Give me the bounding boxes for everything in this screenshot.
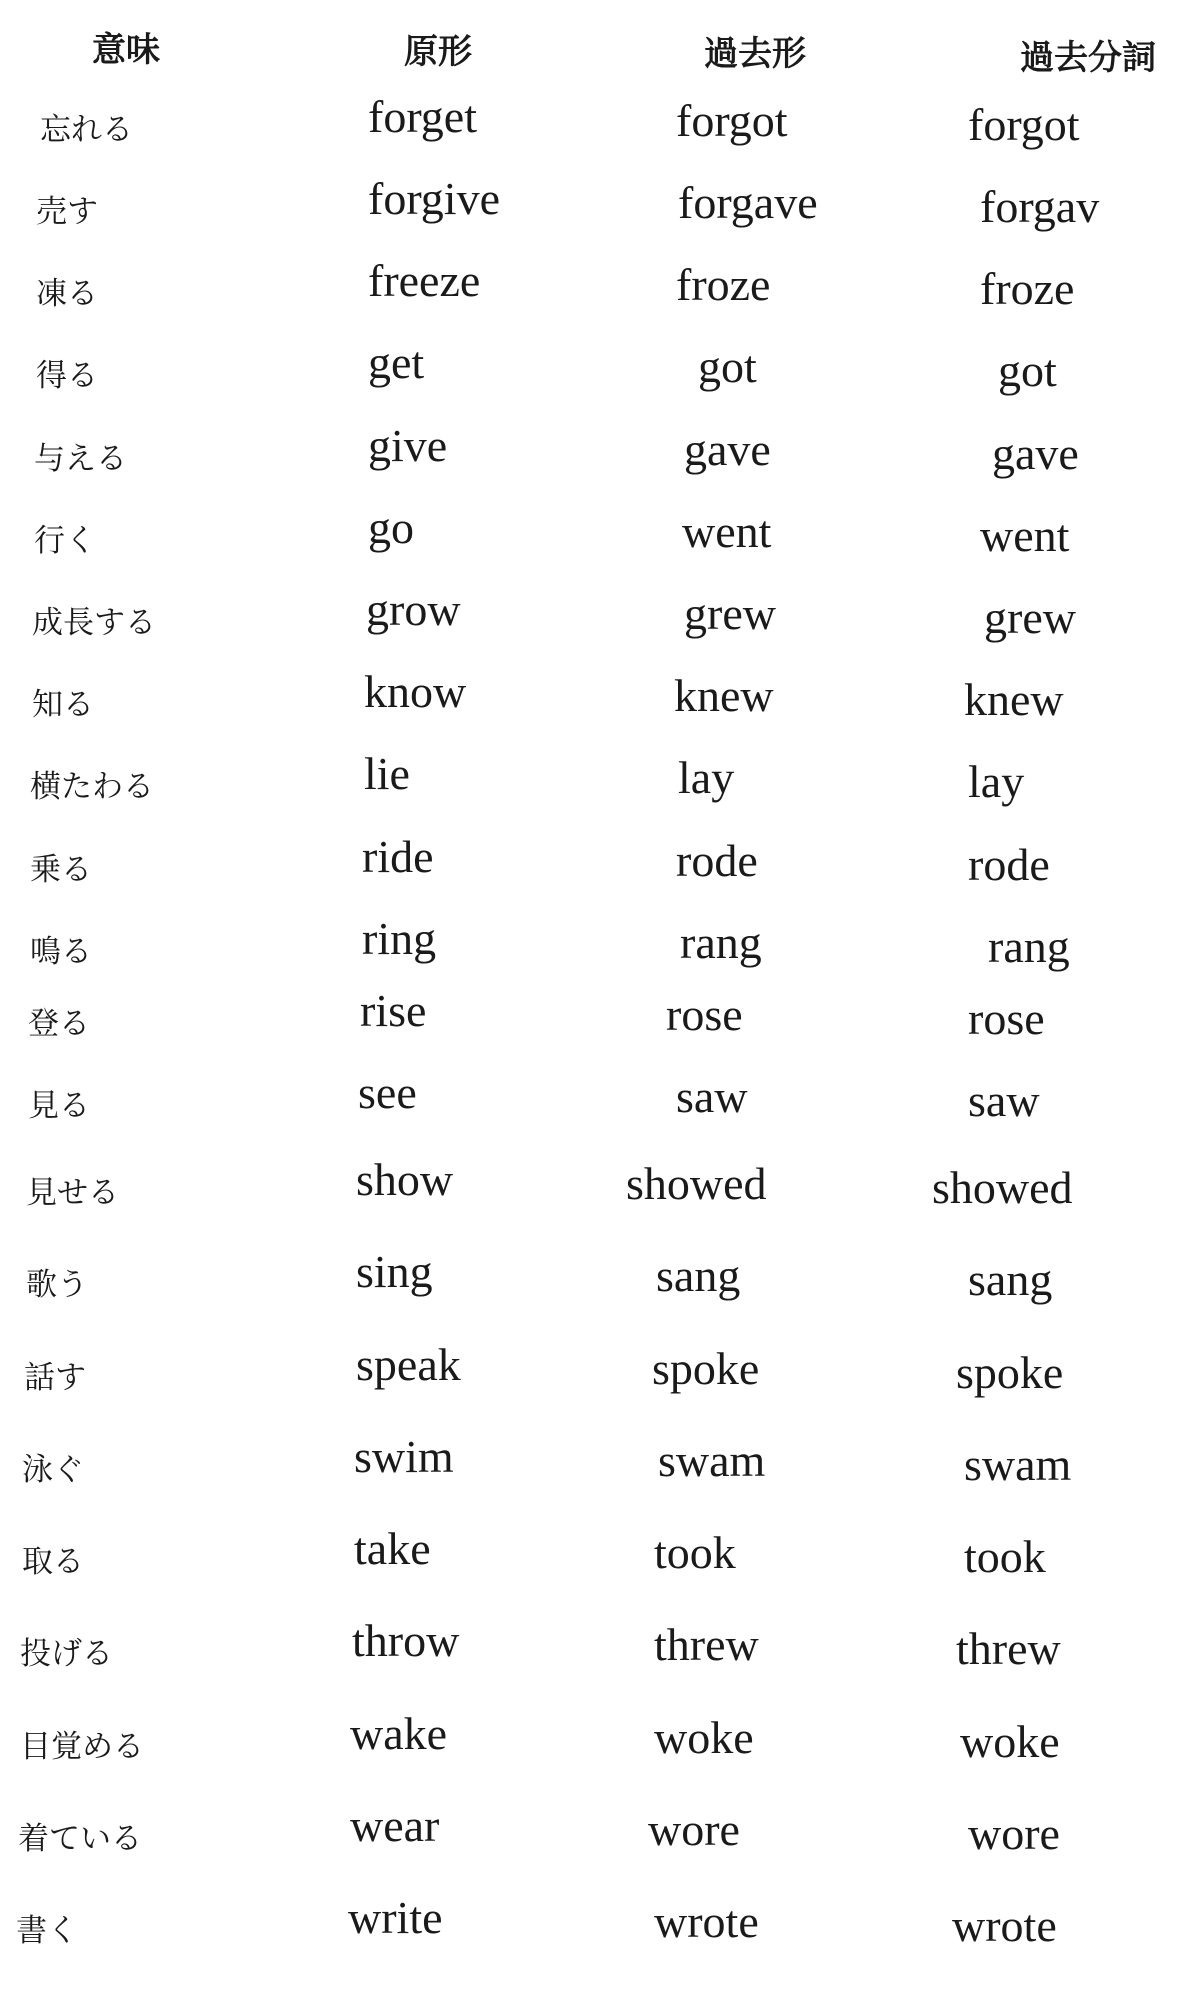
meaning-cell: 着ている (18, 1821, 142, 1857)
table-row (0, 1799, 1180, 1879)
table-row (0, 172, 1180, 252)
base-form-cell: show (356, 1154, 454, 1205)
table-row (0, 1707, 1180, 1787)
past-form-cell: rang (680, 917, 762, 968)
base-form-cell: see (358, 1067, 417, 1118)
header-base-form: 原形 (404, 32, 472, 72)
meaning-cell: 投げる (20, 1636, 113, 1672)
table-row (0, 1153, 1180, 1233)
meaning-cell: 得る (36, 358, 98, 394)
table-row (0, 501, 1180, 581)
base-form-cell: know (364, 666, 467, 717)
past-participle-cell: rose (968, 993, 1045, 1044)
past-form-cell: rose (666, 989, 743, 1040)
meaning-cell: 書く (16, 1913, 78, 1949)
past-participle-cell: threw (956, 1623, 1061, 1674)
past-participle-cell: forgot (968, 99, 1080, 150)
table-row (0, 984, 1180, 1064)
table-row (0, 747, 1180, 827)
past-participle-cell: froze (980, 263, 1075, 314)
base-form-cell: wake (350, 1708, 448, 1759)
header-past-form: 過去形 (704, 34, 806, 74)
past-form-cell: froze (676, 259, 771, 310)
meaning-cell: 登る (28, 1006, 90, 1042)
meaning-cell: 成長する (32, 605, 156, 641)
meaning-cell: 目覚める (20, 1729, 144, 1765)
table-row (0, 254, 1180, 334)
meaning-cell: 忘れる (40, 112, 133, 148)
base-form-cell: get (368, 337, 425, 388)
past-participle-cell: saw (968, 1075, 1040, 1126)
past-form-cell: threw (654, 1619, 759, 1670)
meaning-cell: 話す (24, 1360, 86, 1396)
past-form-cell: took (654, 1527, 736, 1578)
table-row (0, 1891, 1180, 1971)
past-participle-cell: gave (992, 428, 1079, 479)
past-participle-cell: wore (968, 1808, 1060, 1859)
table-row (0, 665, 1180, 745)
meaning-cell: 鳴る (30, 934, 92, 970)
past-participle-cell: showed (932, 1162, 1073, 1213)
base-form-cell: ring (362, 913, 437, 964)
past-participle-cell: rang (988, 921, 1070, 972)
base-form-cell: lie (364, 748, 410, 799)
past-participle-cell: spoke (956, 1347, 1064, 1398)
past-participle-cell: sang (968, 1254, 1053, 1305)
base-form-cell: wear (350, 1800, 440, 1851)
table-row (0, 419, 1180, 499)
past-form-cell: went (682, 506, 772, 557)
table-row (0, 583, 1180, 663)
meaning-cell: 歌う (26, 1267, 88, 1303)
past-form-cell: lay (678, 752, 735, 803)
table-row (0, 1430, 1180, 1510)
meaning-cell: 与える (34, 441, 127, 477)
past-participle-cell: knew (964, 674, 1064, 725)
table-row (0, 336, 1180, 416)
past-form-cell: swam (658, 1435, 766, 1486)
meaning-cell: 行く (34, 523, 96, 559)
header-meaning: 意味 (92, 30, 160, 70)
past-participle-cell: forgav (980, 181, 1100, 232)
base-form-cell: forgive (368, 173, 501, 224)
past-form-cell: gave (684, 424, 771, 475)
table-row (0, 1338, 1180, 1418)
base-form-cell: take (354, 1523, 431, 1574)
past-participle-cell: grew (984, 592, 1076, 643)
base-form-cell: rise (360, 985, 427, 1036)
past-participle-cell: lay (968, 756, 1025, 807)
base-form-cell: speak (356, 1339, 461, 1390)
meaning-cell: 売す (36, 194, 98, 230)
base-form-cell: grow (366, 584, 461, 635)
table-row (0, 830, 1180, 910)
past-form-cell: woke (654, 1712, 754, 1763)
table-row (0, 1245, 1180, 1325)
past-form-cell: forgot (676, 95, 788, 146)
base-form-cell: write (348, 1892, 443, 1943)
base-form-cell: give (368, 420, 448, 471)
base-form-cell: go (368, 502, 414, 553)
meaning-cell: 見る (28, 1088, 90, 1124)
past-form-cell: rode (676, 835, 758, 886)
meaning-cell: 横たわる (30, 769, 154, 805)
table-row (0, 1614, 1180, 1694)
base-form-cell: throw (352, 1615, 460, 1666)
past-form-cell: got (698, 341, 757, 392)
table-row (0, 90, 1180, 170)
base-form-cell: swim (354, 1431, 454, 1482)
past-form-cell: knew (674, 670, 774, 721)
past-participle-cell: woke (960, 1716, 1060, 1767)
past-form-cell: sang (656, 1250, 741, 1301)
header-past-participle: 過去分詞 (1020, 38, 1156, 78)
past-participle-cell: took (964, 1531, 1046, 1582)
base-form-cell: freeze (368, 255, 481, 306)
past-form-cell: forgave (678, 177, 818, 228)
past-participle-cell: rode (968, 839, 1050, 890)
table-row (0, 912, 1180, 992)
base-form-cell: sing (356, 1246, 433, 1297)
past-form-cell: grew (684, 588, 776, 639)
past-participle-cell: wrote (952, 1900, 1057, 1951)
meaning-cell: 乗る (30, 852, 92, 888)
table-header (0, 22, 1180, 82)
past-form-cell: wore (648, 1804, 740, 1855)
table-row (0, 1522, 1180, 1602)
past-form-cell: wrote (654, 1896, 759, 1947)
past-form-cell: showed (626, 1158, 767, 1209)
meaning-cell: 知る (32, 687, 94, 723)
meaning-cell: 取る (22, 1544, 84, 1580)
table-row (0, 1066, 1180, 1146)
past-form-cell: spoke (652, 1343, 760, 1394)
past-participle-cell: went (980, 510, 1070, 561)
past-participle-cell: swam (964, 1439, 1072, 1490)
meaning-cell: 凍る (36, 276, 98, 312)
past-participle-cell: got (998, 345, 1057, 396)
base-form-cell: forget (368, 91, 478, 142)
meaning-cell: 見せる (26, 1175, 119, 1211)
base-form-cell: ride (362, 831, 434, 882)
meaning-cell: 泳ぐ (22, 1452, 84, 1488)
past-form-cell: saw (676, 1071, 748, 1122)
